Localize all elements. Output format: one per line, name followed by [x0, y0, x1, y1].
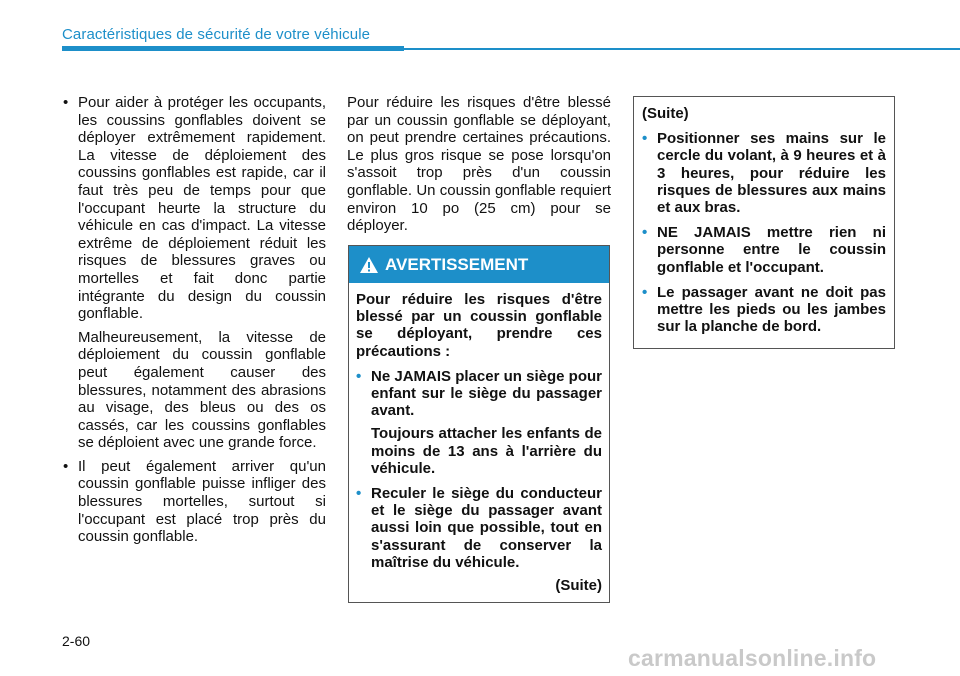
bullet-item	[62, 94, 326, 323]
header-rule-thick	[62, 46, 404, 51]
continued-heading: (Suite)	[642, 105, 689, 122]
warning-item-text: Le passager avant ne doit pas mettre les pieds ou les jambes sur la planche de bord.	[657, 283, 886, 336]
warning-triangle-icon	[359, 256, 379, 274]
page-number: 2-60	[62, 633, 91, 649]
bullet-continuation: Malheureusement, la vitesse de déploiement du coussin gonflable peut également causer des blessures, notamment des abrasions au visage, des bleus ou des os cassés, car les coussins gonflables se déploient avec une grande force.	[78, 328, 326, 452]
watermark: carmanualsonline.info	[628, 645, 877, 671]
warning-item	[642, 284, 886, 336]
left-column	[62, 94, 326, 546]
bullet-item	[62, 458, 326, 546]
warning-item-text: NE JAMAIS mettre rien ni personne entre le coussin gonflable et l'occupant.	[657, 224, 886, 276]
warning-title: AVERTISSEMENT	[385, 254, 529, 274]
section-title: Caractéristiques de sécurité de votre véhicule	[62, 26, 371, 43]
bullet-text: Pour aider à protéger les occupants, les coussins gonflables doivent se déployer extrêmement rapidement. La vitesse de déploiement des coussins gonflables est rapide, car il faut très peu de temps pour que l'occupant heurte la structure du véhicule en cas d'impact. La vitesse extrême de déploiement réduit les risques de blessures graves ou mortelles et fait donc partie intégrante du design du coussin gonflable.	[78, 94, 326, 323]
warning-box	[348, 245, 610, 603]
bullet-icon: •	[63, 94, 69, 111]
warning-item	[356, 368, 602, 420]
bullet-icon: •	[63, 457, 69, 475]
bullet-icon: •	[642, 283, 648, 301]
bullet-icon: •	[356, 485, 362, 503]
warning-item	[642, 224, 886, 276]
warning-item-text: Reculer le siège du conducteur et le siège du passager avant aussi loin que possible, tout en s'assurant de conserver la maîtrise du véhicule.	[371, 485, 602, 571]
warning-header	[349, 246, 609, 283]
continued-label: (Suite)	[555, 577, 602, 595]
warning-intro: Pour réduire les risques d'être blessé par un coussin gonflable se déployant, prendre ces précautions :	[356, 291, 602, 360]
bullet-text: Il peut également arriver qu'un coussin gonflable puisse infliger des blessures mortelles, surtout si l'occupant est placé trop près du coussin gonflable.	[78, 457, 326, 546]
warning-item	[642, 130, 886, 216]
bullet-icon: •	[642, 130, 648, 148]
header-rule-thin	[404, 48, 960, 50]
continued-warning-box	[633, 96, 895, 349]
warning-item	[356, 485, 602, 571]
middle-paragraph: Pour réduire les risques d'être blessé par un coussin gonflable se déployant, on peut prendre certaines précautions. Le plus gros risque se pose lorsqu'on s'assoit trop près d'un coussin gonflable. Un coussin gonflable requiert environ 10 po (25 cm) pour se déployer.	[347, 94, 611, 235]
bullet-icon: •	[356, 367, 362, 385]
warning-item-text: Ne JAMAIS placer un siège pour enfant sur le siège du passager avant.	[371, 367, 602, 420]
warning-item-sub: Toujours attacher les enfants de moins de 13 ans à l'arrière du véhicule.	[371, 425, 602, 477]
warning-body	[349, 283, 609, 594]
warning-item-text: Positionner ses mains sur le cercle du volant, à 9 heures et à 3 heures, pour réduire les risques de blessures aux mains et aux bras.	[657, 130, 886, 217]
bullet-icon: •	[642, 224, 648, 242]
